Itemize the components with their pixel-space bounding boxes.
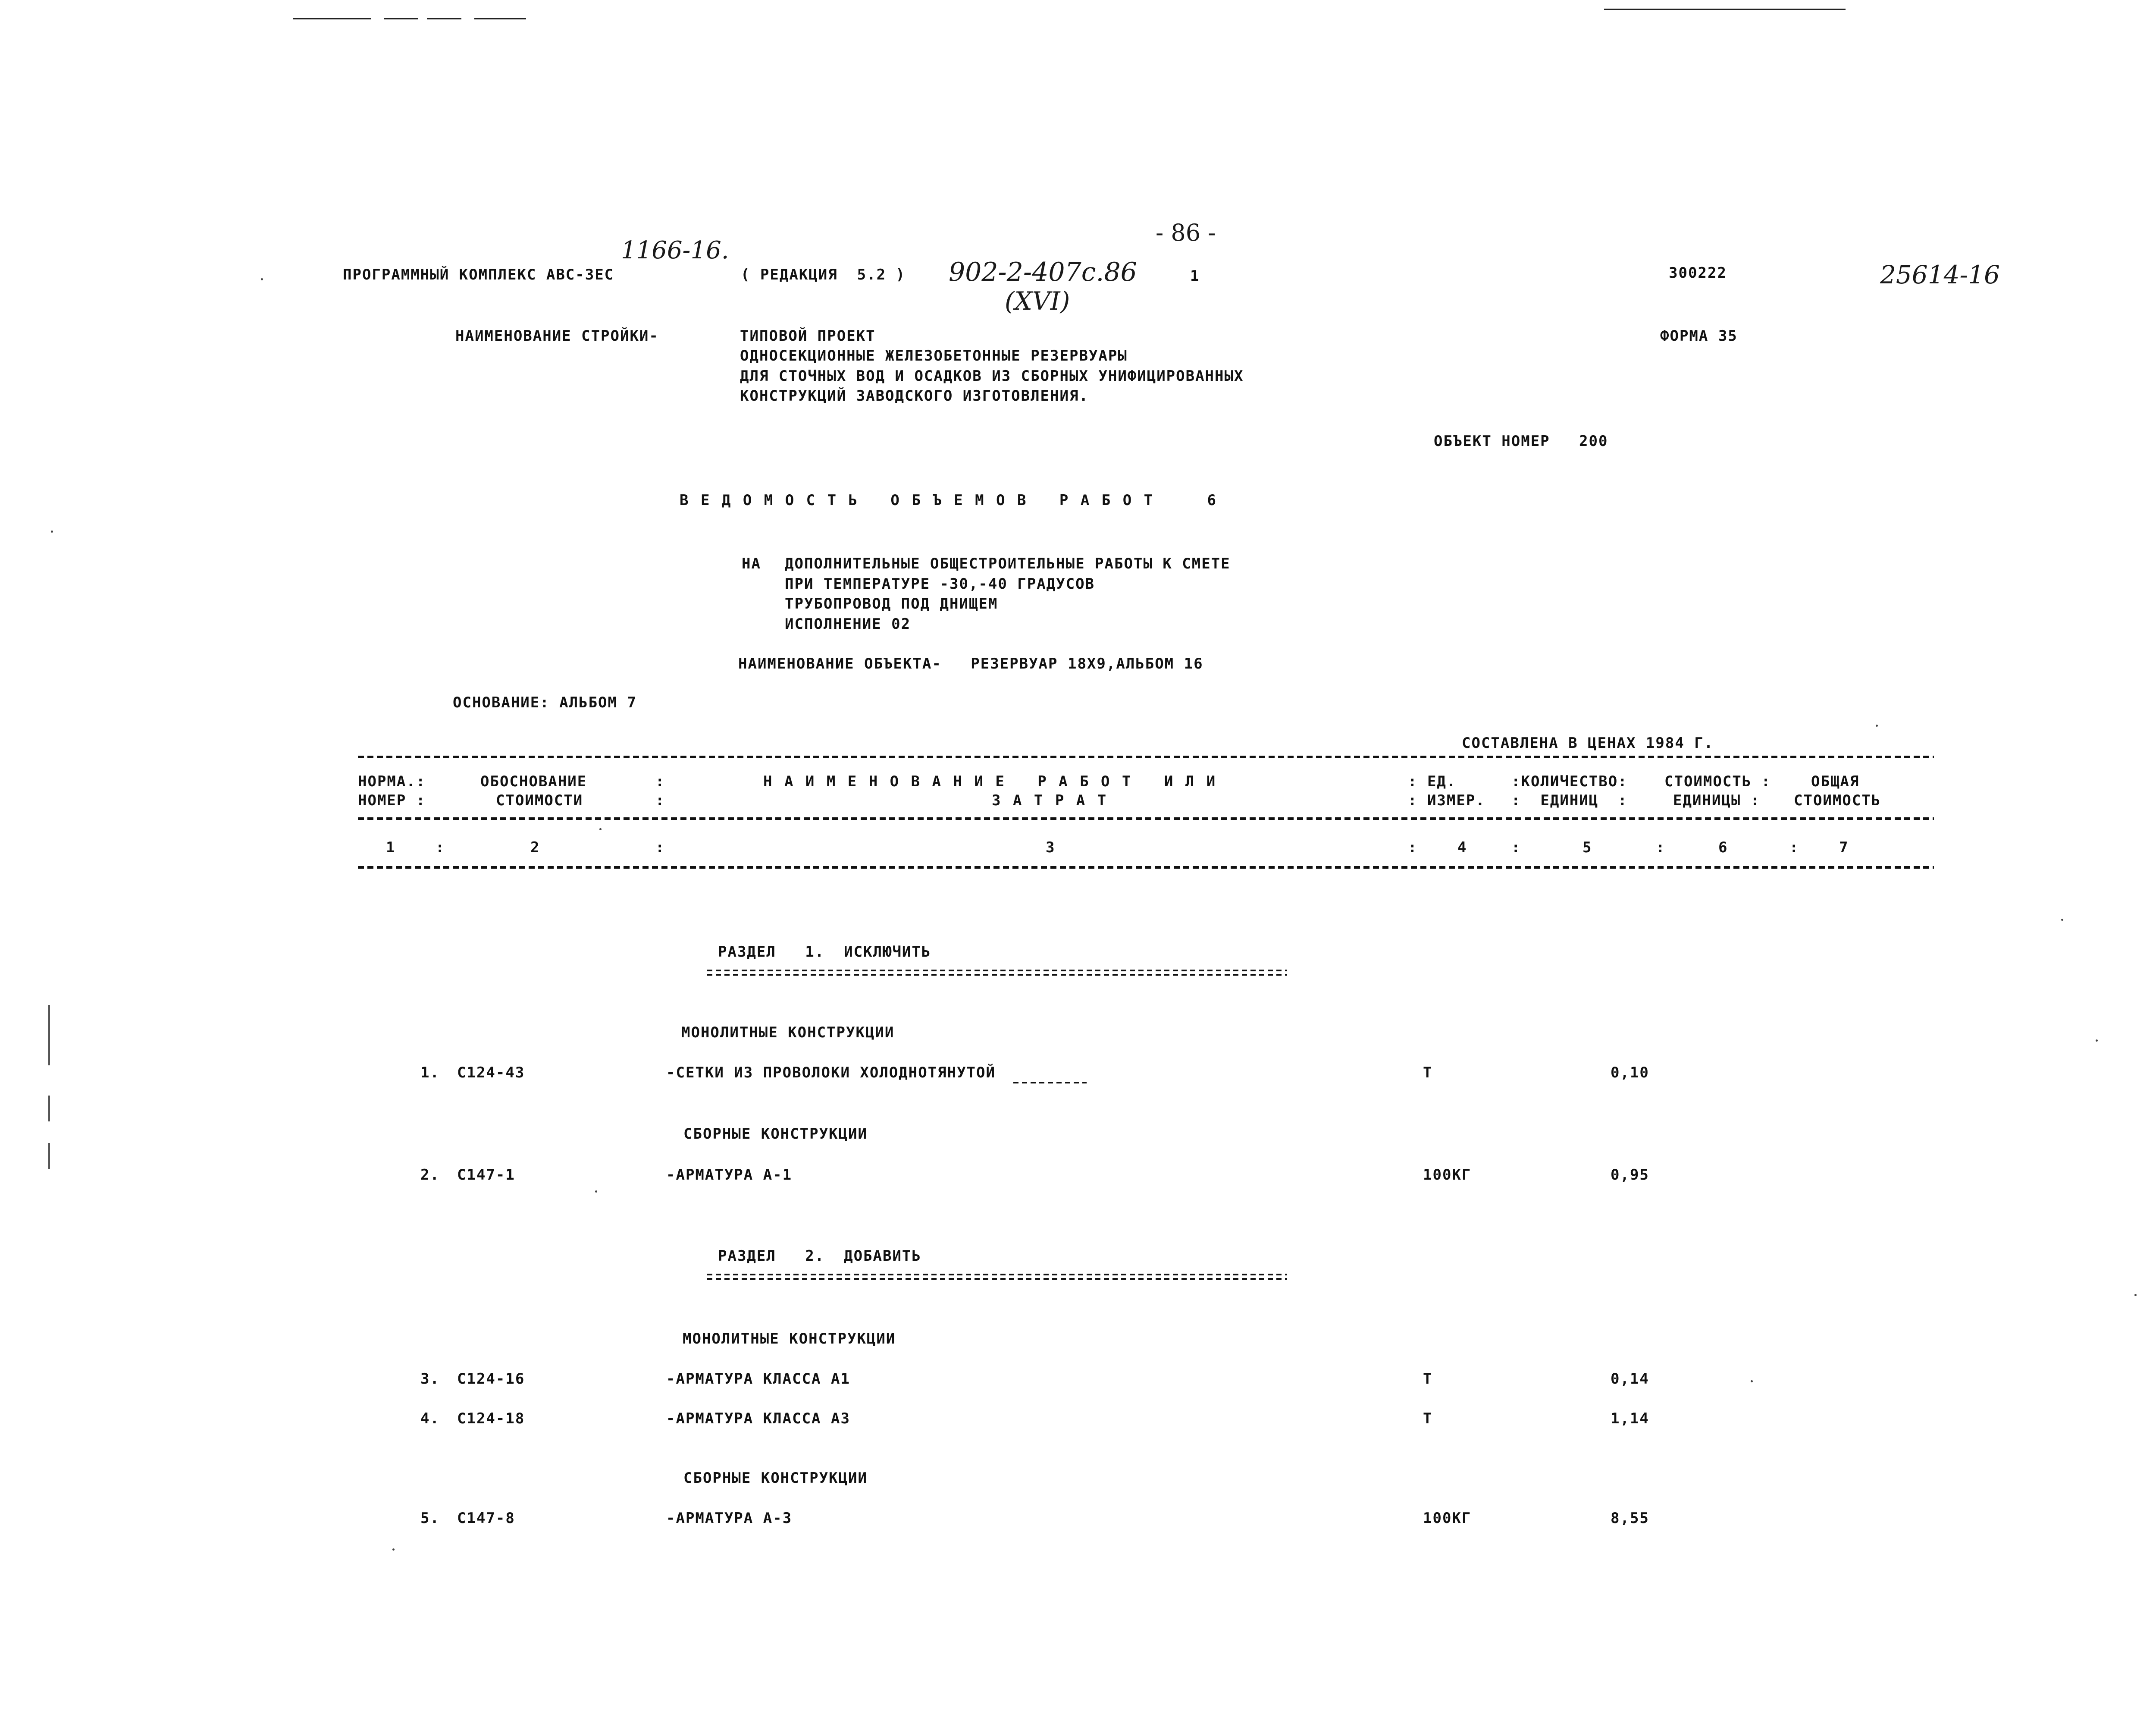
statement-on-label: НА xyxy=(742,555,761,572)
object-name: НАИМЕНОВАНИЕ ОБЪЕКТА- РЕЗЕРВУАР 18Х9,АЛЬБОМ 16 xyxy=(738,655,1203,672)
group-title: СБОРНЫЕ КОНСТРУКЦИИ xyxy=(683,1469,868,1487)
scan-speck xyxy=(599,828,602,830)
form-number: ФОРМА 35 xyxy=(1660,327,1738,345)
header-work-name: Н А И М Е Н О В А Н И Е Р А Б О Т И Л И xyxy=(763,773,1217,790)
row-name: -АРМАТУРА КЛАССА А3 xyxy=(666,1410,850,1427)
statement-title: В Е Д О М О С Т Ь О Б Ъ Е М О В Р А Б О Т 6 xyxy=(680,492,1218,509)
header-unit: : ИЗМЕР. xyxy=(1408,792,1485,809)
row-quantity: 8,55 xyxy=(1611,1510,1649,1527)
row-number: 2. xyxy=(420,1166,440,1184)
row-number: 4. xyxy=(420,1410,440,1427)
scan-top-line xyxy=(384,18,418,19)
row-number: 1. xyxy=(420,1064,440,1081)
scan-top-line xyxy=(1604,9,1846,10)
program-name: ПРОГРАММНЫЙ КОМПЛЕКС АВС-ЗЕС xyxy=(343,266,614,283)
row-name-underline xyxy=(1013,1082,1087,1083)
col-number: 1 xyxy=(386,839,396,856)
scan-edge-mark xyxy=(48,1143,50,1169)
header-col-sep: : xyxy=(655,773,665,790)
scan-speck xyxy=(392,1548,395,1551)
row-unit: Т xyxy=(1423,1370,1433,1388)
col-number: 3 xyxy=(1046,839,1056,856)
col-sep: : xyxy=(436,839,445,856)
section-title: РАЗДЕЛ 1. ИСКЛЮЧИТЬ xyxy=(718,943,931,961)
col-sep: : xyxy=(1656,839,1666,856)
row-number: 5. xyxy=(420,1510,440,1527)
statement-on-line: ПРИ ТЕМПЕРАТУРЕ -30,-40 ГРАДУСОВ xyxy=(785,575,1095,593)
row-code: С147-1 xyxy=(457,1166,515,1184)
table-rule-top xyxy=(358,756,1934,758)
row-name: -СЕТКИ ИЗ ПРОВОЛОКИ ХОЛОДНОТЯНУТОЙ xyxy=(666,1064,996,1081)
section-underline xyxy=(707,1274,1287,1275)
row-quantity: 0,10 xyxy=(1611,1064,1649,1081)
row-code: С147-8 xyxy=(457,1510,515,1527)
statement-on-line: ИСПОЛНЕНИЕ 02 xyxy=(785,615,911,633)
scan-speck xyxy=(2096,1039,2098,1042)
header-unit-cost: ЕДИНИЦЫ : xyxy=(1673,792,1761,809)
col-sep: : xyxy=(1789,839,1799,856)
prices-note: СОСТАВЛЕНА В ЦЕНАХ 1984 Г. xyxy=(1462,735,1714,752)
construction-line: ТИПОВОЙ ПРОЕКТ xyxy=(740,327,876,345)
group-title: МОНОЛИТНЫЕ КОНСТРУКЦИИ xyxy=(681,1024,895,1041)
scan-speck xyxy=(51,531,53,533)
col-number: 4 xyxy=(1457,839,1467,856)
row-name: -АРМАТУРА А-3 xyxy=(666,1510,793,1527)
col-number: 5 xyxy=(1583,839,1592,856)
header-total: ОБЩАЯ xyxy=(1811,773,1860,790)
scan-top-line xyxy=(427,18,461,19)
header-unit-cost: СТОИМОСТЬ : xyxy=(1664,773,1771,790)
row-unit: Т xyxy=(1423,1410,1433,1427)
header-quantity: :КОЛИЧЕСТВО: xyxy=(1511,773,1628,790)
row-name: -АРМАТУРА КЛАССА А1 xyxy=(666,1370,850,1388)
header-unit: : ЕД. xyxy=(1408,773,1457,790)
header-norm: НОРМА.: xyxy=(358,773,426,790)
scan-speck xyxy=(2134,1294,2137,1296)
scan-speck xyxy=(261,278,263,280)
scan-edge-mark xyxy=(48,1096,50,1121)
row-unit: Т xyxy=(1423,1064,1433,1081)
header-col-sep: : xyxy=(655,792,665,809)
basis: ОСНОВАНИЕ: АЛЬБОМ 7 xyxy=(453,694,637,711)
row-quantity: 0,95 xyxy=(1611,1166,1649,1184)
scan-speck xyxy=(1876,725,1878,727)
col-sep: : xyxy=(1408,839,1418,856)
section-underline xyxy=(707,974,1287,976)
row-unit: 100КГ xyxy=(1423,1166,1472,1184)
row-code: С124-43 xyxy=(457,1064,525,1081)
construction-line: ДЛЯ СТОЧНЫХ ВОД И ОСАДКОВ ИЗ СБОРНЫХ УНИФИЦИРОВАННЫХ xyxy=(740,367,1244,385)
program-version-suffix: 1 xyxy=(1190,267,1200,285)
handwritten-archive-number: 25614-16 xyxy=(1880,260,2000,289)
page-number: - 86 - xyxy=(1156,219,1216,246)
construction-line: КОНСТРУКЦИЙ ЗАВОДСКОГО ИЗГОТОВЛЕНИЯ. xyxy=(740,387,1089,405)
header-total: СТОИМОСТЬ xyxy=(1794,792,1881,809)
section-title: РАЗДЕЛ 2. ДОБАВИТЬ xyxy=(718,1247,921,1265)
row-unit: 100КГ xyxy=(1423,1510,1472,1527)
construction-label: НАИМЕНОВАНИЕ СТРОЙКИ- xyxy=(455,327,659,345)
col-number: 7 xyxy=(1839,839,1849,856)
header-basis: ОБОСНОВАНИЕ xyxy=(480,773,587,790)
object-number: ОБЪЕКТ НОМЕР 200 xyxy=(1434,433,1608,450)
row-quantity: 0,14 xyxy=(1611,1370,1649,1388)
table-rule-bottom xyxy=(358,866,1934,869)
row-code: С124-18 xyxy=(457,1410,525,1427)
document-code: 300222 xyxy=(1669,264,1727,282)
col-number: 2 xyxy=(530,839,540,856)
handwritten-number: 1166-16. xyxy=(621,236,729,264)
header-work-name: З А Т Р А Т xyxy=(992,792,1108,809)
handwritten-volume: (XVI) xyxy=(1005,286,1070,316)
col-number: 6 xyxy=(1718,839,1728,856)
row-code: С124-16 xyxy=(457,1370,525,1388)
scan-top-line xyxy=(474,18,526,19)
header-basis: СТОИМОСТИ xyxy=(496,792,583,809)
scan-speck xyxy=(595,1190,597,1193)
row-quantity: 1,14 xyxy=(1611,1410,1649,1427)
scan-speck xyxy=(1751,1380,1753,1382)
handwritten-project-code: 902-2-407с.86 xyxy=(949,257,1137,287)
scan-top-line xyxy=(293,18,371,19)
group-title: МОНОЛИТНЫЕ КОНСТРУКЦИИ xyxy=(683,1330,896,1347)
col-sep: : xyxy=(655,839,665,856)
header-norm: НОМЕР : xyxy=(358,792,426,809)
group-title: СБОРНЫЕ КОНСТРУКЦИИ xyxy=(683,1125,868,1143)
row-number: 3. xyxy=(420,1370,440,1388)
row-name: -АРМАТУРА А-1 xyxy=(666,1166,793,1184)
header-quantity: : ЕДИНИЦ : xyxy=(1511,792,1628,809)
table-rule-mid xyxy=(358,817,1934,820)
program-version: ( РЕДАКЦИЯ 5.2 ) xyxy=(741,266,906,283)
scan-edge-mark xyxy=(48,1005,50,1065)
section-underline xyxy=(707,1278,1287,1280)
statement-on-line: ТРУБОПРОВОД ПОД ДНИЩЕМ xyxy=(785,595,998,612)
construction-line: ОДНОСЕКЦИОННЫЕ ЖЕЛЕЗОБЕТОННЫЕ РЕЗЕРВУАРЫ xyxy=(740,347,1128,364)
col-sep: : xyxy=(1511,839,1521,856)
scan-speck xyxy=(2061,919,2063,921)
statement-on-line: ДОПОЛНИТЕЛЬНЫЕ ОБЩЕСТРОИТЕЛЬНЫЕ РАБОТЫ К СМЕТЕ xyxy=(785,555,1231,572)
section-underline xyxy=(707,970,1287,971)
